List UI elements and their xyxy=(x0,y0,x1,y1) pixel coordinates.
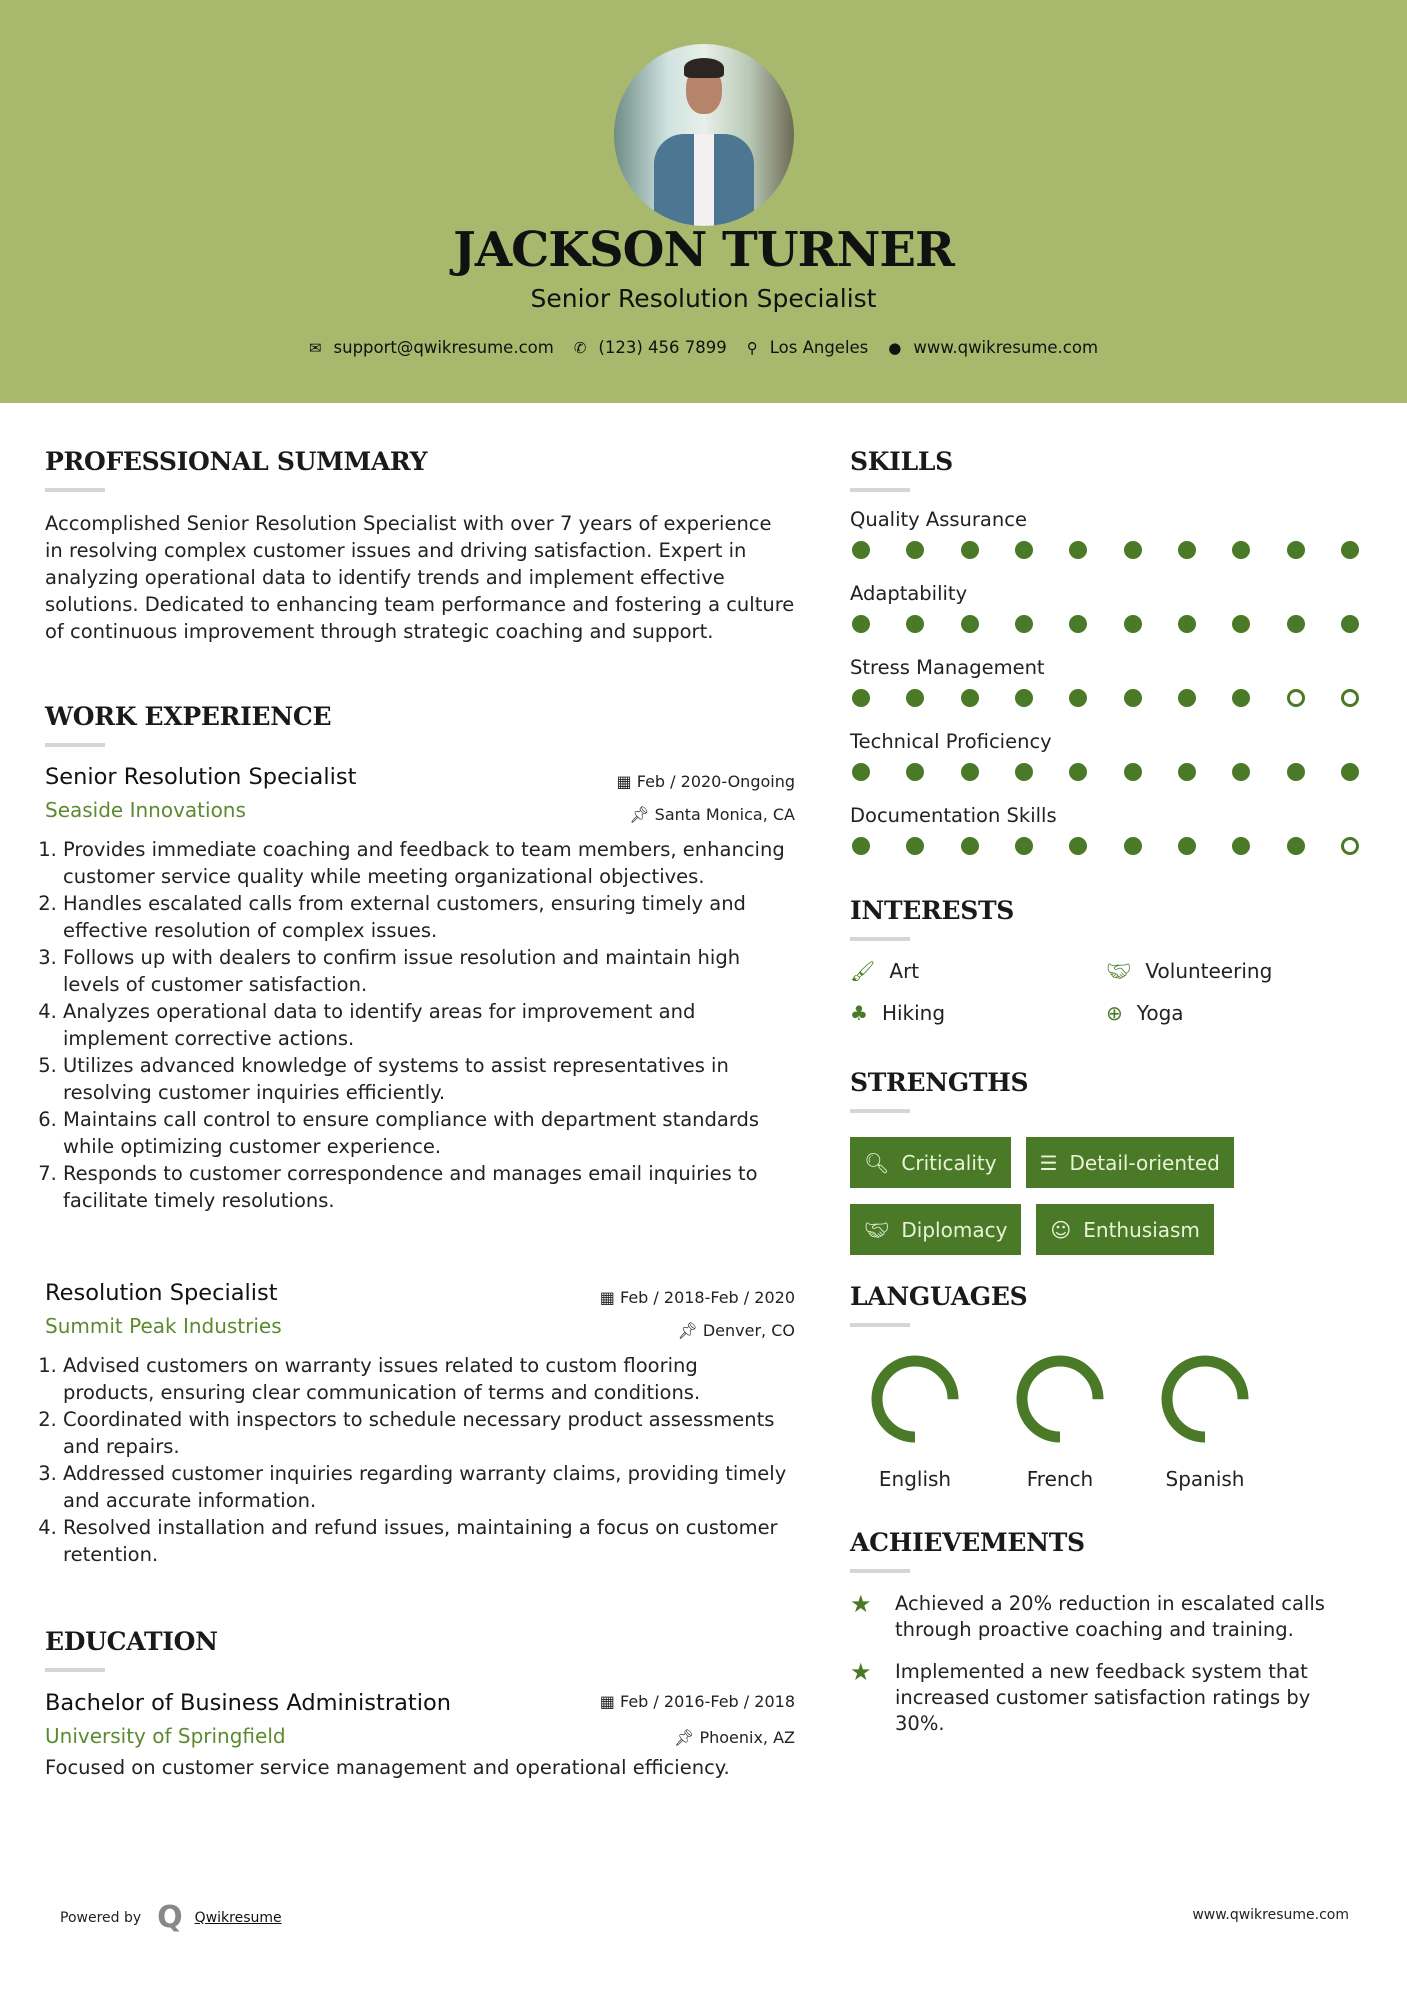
filled-dot xyxy=(961,763,979,781)
filled-dot xyxy=(1341,615,1359,633)
filled-dot xyxy=(906,837,924,855)
job-entry xyxy=(45,764,795,1214)
filled-dot xyxy=(1015,837,1033,855)
filled-dot xyxy=(1069,837,1087,855)
section-heading: INTERESTS xyxy=(850,896,1015,925)
list-item: 1. Provides immediate coaching and feedback to team members, enhancing customer service quality while meeting organizational objectives. xyxy=(63,836,795,890)
job-location: 📌︎ Denver, CO xyxy=(677,1321,795,1340)
skills-section xyxy=(850,447,1370,878)
filled-dot xyxy=(1015,689,1033,707)
filled-dot xyxy=(1069,763,1087,781)
powered-by-label: Powered by xyxy=(60,1909,142,1926)
handshake-icon: 🤝︎ xyxy=(1106,959,1132,983)
achievement-item: ★ Implemented a new feedback system that increased customer satisfaction ratings by 30%. xyxy=(850,1658,1311,1735)
list-item: 4. Analyzes operational data to identify areas for improvement and implement corrective actions. xyxy=(63,998,795,1052)
filled-dot xyxy=(1178,689,1196,707)
strength-tag: 🤝︎ Diplomacy xyxy=(850,1204,1021,1255)
list-item: 6. Maintains call control to ensure compliance with department standards while optimizing customer experience. xyxy=(63,1106,795,1160)
interest-item: ♣ Hiking xyxy=(850,1001,946,1025)
empty-dot xyxy=(1341,837,1359,855)
pin-icon: 📌︎ xyxy=(629,805,655,824)
filled-dot xyxy=(1069,615,1087,633)
divider xyxy=(45,488,105,492)
job-location: 📌︎ Santa Monica, CA xyxy=(629,805,795,824)
map-marker-icon: ⚲ xyxy=(746,338,758,357)
education-section xyxy=(45,1627,795,1781)
tree-icon: ♣ xyxy=(850,1001,868,1025)
contact-website[interactable]: www.qwikresume.com xyxy=(913,338,1099,357)
divider xyxy=(45,743,105,747)
job-title: Resolution Specialist xyxy=(45,1280,278,1306)
skill-name: Quality Assurance xyxy=(850,508,1027,531)
school-name: University of Springfield xyxy=(45,1724,286,1748)
candidate-name: JACKSON TURNER xyxy=(453,222,954,278)
section-heading: ACHIEVEMENTS xyxy=(850,1528,1085,1557)
strength-tag: ☺ Enthusiasm xyxy=(1036,1204,1214,1255)
calendar-icon: ▦ xyxy=(616,772,637,791)
strength-tag: 🔍︎ Criticality xyxy=(850,1137,1011,1188)
language-name: English xyxy=(878,1467,952,1491)
language-item xyxy=(1120,1351,1290,1491)
languages-section xyxy=(850,1282,1370,1491)
empty-dot xyxy=(1341,689,1359,707)
interests-section xyxy=(850,896,1370,1025)
phone-icon: ✆ xyxy=(573,338,587,357)
list-item: 3. Addressed customer inquiries regarding warranty claims, providing timely and accurate information. xyxy=(63,1460,795,1514)
divider xyxy=(850,1323,910,1327)
education-date: ▦ Feb / 2016-Feb / 2018 xyxy=(599,1692,795,1711)
filled-dot xyxy=(1178,763,1196,781)
star-icon: ★ xyxy=(850,1658,872,1686)
list-item: 3. Follows up with dealers to confirm issue resolution and maintain high levels of customer satisfaction. xyxy=(63,944,795,998)
interest-item: ⊕ Yoga xyxy=(1106,1001,1184,1025)
contact-email[interactable]: support@qwikresume.com xyxy=(333,338,554,357)
job-date: ▦ Feb / 2020-Ongoing xyxy=(616,772,795,791)
filled-dot xyxy=(1015,615,1033,633)
filled-dot xyxy=(1232,763,1250,781)
section-heading: WORK EXPERIENCE xyxy=(45,702,332,731)
divider xyxy=(850,937,910,941)
divider xyxy=(850,1109,910,1113)
filled-dot xyxy=(961,837,979,855)
filled-dot xyxy=(1178,615,1196,633)
degree: Bachelor of Business Administration xyxy=(45,1690,451,1716)
company-name: Seaside Innovations xyxy=(45,798,246,822)
search-icon: 🔍︎ xyxy=(864,1150,890,1175)
contact-location: Los Angeles xyxy=(769,338,869,357)
experience-section xyxy=(45,702,795,747)
company-name: Summit Peak Industries xyxy=(45,1314,282,1338)
filled-dot xyxy=(961,541,979,559)
list-item: 1. Advised customers on warranty issues related to custom flooring products, ensuring clear communication of terms and conditions. xyxy=(63,1352,795,1406)
skill-name: Adaptability xyxy=(850,582,968,605)
qwikresume-logo-icon: Q xyxy=(157,1900,183,1935)
filled-dot xyxy=(906,615,924,633)
filled-dot xyxy=(906,689,924,707)
list-icon: ☰ xyxy=(1039,1150,1058,1175)
resume-header xyxy=(0,0,1407,403)
contact-phone: (123) 456 7899 xyxy=(598,338,727,357)
strengths-section xyxy=(850,1068,1370,1255)
skill-name: Documentation Skills xyxy=(850,804,1057,827)
achievement-item: ★ Achieved a 20% reduction in escalated calls through proactive coaching and training. xyxy=(850,1590,1325,1641)
filled-dot xyxy=(1341,541,1359,559)
list-item: 2. Handles escalated calls from external customers, ensuring timely and effective resolution of complex issues. xyxy=(63,890,795,944)
filled-dot xyxy=(961,689,979,707)
filled-dot xyxy=(1287,763,1305,781)
empty-dot xyxy=(1287,689,1305,707)
list-item: 4. Resolved installation and refund issues, maintaining a focus on customer retention. xyxy=(63,1514,795,1568)
summary-text: Accomplished Senior Resolution Specialist with over 7 years of experience in resolving complex customer issues and driving satisfaction. Expert in analyzing operational data to identify trends and implement effective solutions. Dedicated to enhancing team performance and fostering a culture of continuous improvement through strategic coaching and support. xyxy=(45,512,795,643)
footer-url[interactable]: www.qwikresume.com xyxy=(1192,1907,1349,1923)
profile-photo xyxy=(614,44,794,226)
interest-item: 🤝︎ Volunteering xyxy=(1106,959,1273,983)
lifering-icon: ⊕ xyxy=(1106,1001,1123,1025)
paintbrush-icon: 🖌︎ xyxy=(850,959,876,983)
education-description: Focused on customer service management and operational efficiency. xyxy=(45,1756,730,1779)
pin-icon: 📌︎ xyxy=(677,1321,703,1340)
filled-dot xyxy=(1232,689,1250,707)
skill-name: Stress Management xyxy=(850,656,1045,679)
filled-dot xyxy=(852,615,870,633)
education-location: 📌︎ Phoenix, AZ xyxy=(674,1728,795,1747)
section-heading: SKILLS xyxy=(850,447,953,476)
filled-dot xyxy=(1232,541,1250,559)
filled-dot xyxy=(1287,615,1305,633)
filled-dot xyxy=(1069,541,1087,559)
list-item: 2. Coordinated with inspectors to schedule necessary product assessments and repairs. xyxy=(63,1406,795,1460)
language-name: Spanish xyxy=(1165,1467,1245,1491)
summary-section xyxy=(45,447,795,645)
filled-dot xyxy=(906,763,924,781)
filled-dot xyxy=(1178,541,1196,559)
job-title: Senior Resolution Specialist xyxy=(45,764,357,790)
skill-rating xyxy=(852,837,1359,878)
list-item: 5. Utilizes advanced knowledge of systems to assist representatives in resolving customer inquiries efficiently. xyxy=(63,1052,795,1106)
filled-dot xyxy=(1124,615,1142,633)
job-entry xyxy=(45,1280,795,1568)
contact-bar xyxy=(0,338,1407,357)
envelope-icon: ✉ xyxy=(308,338,322,357)
filled-dot xyxy=(1069,689,1087,707)
calendar-icon: ▦ xyxy=(599,1692,620,1711)
skill-rating xyxy=(852,541,1359,582)
interest-item: 🖌︎ Art xyxy=(850,959,920,983)
filled-dot xyxy=(1341,763,1359,781)
filled-dot xyxy=(1287,837,1305,855)
calendar-icon: ▦ xyxy=(599,1288,620,1307)
section-heading: STRENGTHS xyxy=(850,1068,1029,1097)
language-ring xyxy=(1012,1351,1108,1447)
list-item: 7. Responds to customer correspondence and manages email inquiries to facilitate timely resolutions. xyxy=(63,1160,795,1214)
skill-name: Technical Proficiency xyxy=(850,730,1052,753)
filled-dot xyxy=(1124,541,1142,559)
pin-icon: 📌︎ xyxy=(674,1728,700,1747)
divider xyxy=(850,488,910,492)
filled-dot xyxy=(1124,763,1142,781)
candidate-title: Senior Resolution Specialist xyxy=(530,284,877,313)
filled-dot xyxy=(1124,837,1142,855)
filled-dot xyxy=(1232,837,1250,855)
filled-dot xyxy=(1232,615,1250,633)
divider xyxy=(850,1569,910,1573)
job-bullets xyxy=(45,836,795,1214)
skill-rating xyxy=(852,689,1359,730)
skill-rating xyxy=(852,763,1359,804)
filled-dot xyxy=(852,837,870,855)
footer-powered xyxy=(60,1900,282,1935)
section-heading: EDUCATION xyxy=(45,1627,218,1656)
star-icon: ★ xyxy=(850,1590,872,1618)
filled-dot xyxy=(1015,541,1033,559)
strength-tag: ☰ Detail-oriented xyxy=(1026,1137,1234,1188)
divider xyxy=(45,1668,105,1672)
filled-dot xyxy=(906,541,924,559)
filled-dot xyxy=(1015,763,1033,781)
globe-icon: ● xyxy=(888,338,902,357)
filled-dot xyxy=(852,763,870,781)
brand-link[interactable]: Qwikresume xyxy=(194,1909,282,1926)
section-heading: LANGUAGES xyxy=(850,1282,1028,1311)
language-name: French xyxy=(1026,1467,1094,1491)
job-date: ▦ Feb / 2018-Feb / 2020 xyxy=(599,1288,795,1307)
language-ring xyxy=(1157,1351,1253,1447)
achievements-section xyxy=(850,1528,1350,1737)
skills-list xyxy=(850,508,1370,878)
filled-dot xyxy=(961,615,979,633)
filled-dot xyxy=(852,541,870,559)
skill-rating xyxy=(852,615,1359,656)
job-bullets xyxy=(45,1352,795,1568)
handshake-icon: 🤝︎ xyxy=(864,1217,890,1242)
filled-dot xyxy=(1287,541,1305,559)
filled-dot xyxy=(1178,837,1196,855)
filled-dot xyxy=(852,689,870,707)
language-ring xyxy=(867,1351,963,1447)
section-heading: PROFESSIONAL SUMMARY xyxy=(45,447,428,476)
filled-dot xyxy=(1124,689,1142,707)
languages-list xyxy=(850,1351,1370,1491)
smile-icon: ☺ xyxy=(1050,1217,1072,1242)
